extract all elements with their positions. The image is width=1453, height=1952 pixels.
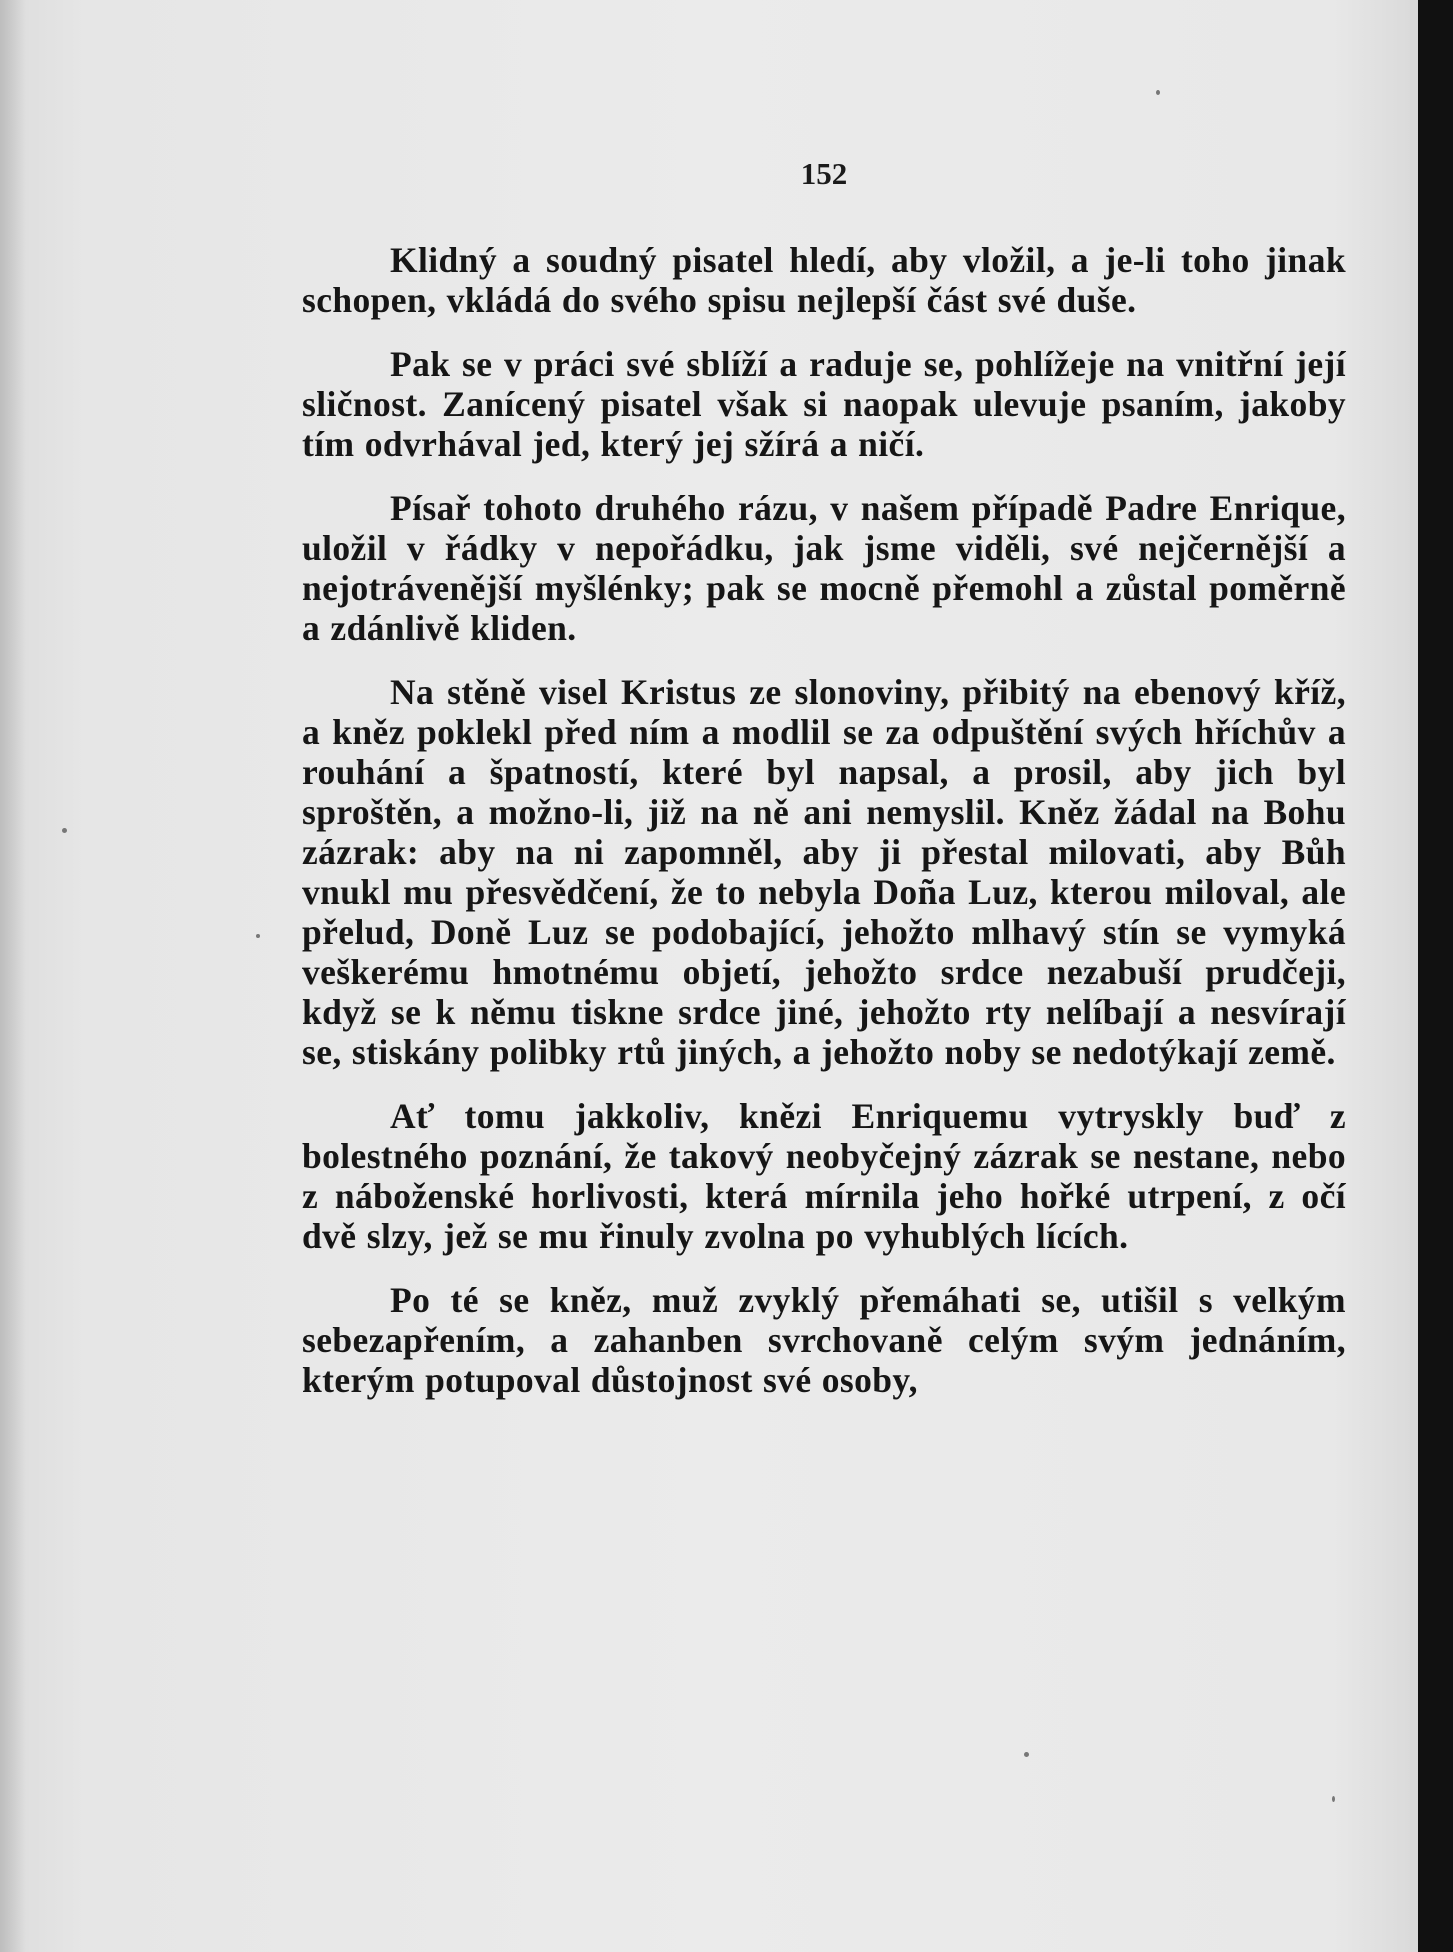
- paper-speck: [256, 934, 260, 938]
- paper-speck: [1024, 1752, 1029, 1757]
- paragraph-3: Písař tohoto druhého rázu, v našem případě Padre Enrique, uložil v řádky v nepořádku, jak jsme viděli, své nejčernější a nejotrávenější myšlénky; pak se mocně přemohl a zůstal poměrně a zdánlivě kliden.: [302, 488, 1346, 648]
- paragraph-5: Ať tomu jakkoliv, knězi Enriquemu vytryskly buď z bolestného poznání, že takový neobyčejný zázrak se nestane, nebo z náboženské horlivosti, která mírnila jeho hořké utrpení, z očí dvě slzy, jež se mu řinuly zvolna po vyhublých lících.: [302, 1096, 1346, 1256]
- paragraph-4: Na stěně visel Kristus ze slonoviny, přibitý na ebenový kříž, a kněz poklekl před ním a modlil se za odpuštění svých hříchův a rouhání a špatností, které byl napsal, a prosil, aby jich byl sproštěn, a možno-li, již na ně ani nemyslil. Kněz žádal na Bohu zázrak: aby na ni zapomněl, aby ji přestal milovati, aby Bůh vnukl mu přesvědčení, že to nebyla Doña Luz, kterou miloval, ale přelud, Doně Luz se podobající, jehožto mlhavý stín se vymyká veškerému hmotnému objetí, jehožto srdce nezabuší prudčeji, když se k němu tiskne srdce jiné, jehožto rty nelíbají a nesvírají se, stiskány polibky rtů jiných, a jehožto noby se nedotýkají země.: [302, 672, 1346, 1072]
- body-text: [302, 240, 1346, 1424]
- scan-border: [1418, 0, 1453, 1952]
- paragraph-1: Klidný a soudný pisatel hledí, aby vložil, a je-li toho jinak schopen, vkládá do svého spisu nejlepší část své duše.: [302, 240, 1346, 320]
- paragraph-6: Po té se kněz, muž zvyklý přemáhati se, utišil s velkým sebezapřením, a zahanben svrchovaně celým svým jednáním, kterým potupoval důstojnost své osoby,: [302, 1280, 1346, 1400]
- page-number: 152: [800, 156, 848, 191]
- paper-speck: [1332, 1796, 1335, 1802]
- page-gutter-shadow: [0, 0, 26, 1952]
- paper-speck: [62, 828, 67, 833]
- paper-speck: [1156, 90, 1160, 95]
- paragraph-2: Pak se v práci své sblíží a raduje se, pohlížeje na vnitřní její sličnost. Zanícený pisatel však si naopak ulevuje psaním, jakoby tím odvrhával jed, který jej sžírá a ničí.: [302, 344, 1346, 464]
